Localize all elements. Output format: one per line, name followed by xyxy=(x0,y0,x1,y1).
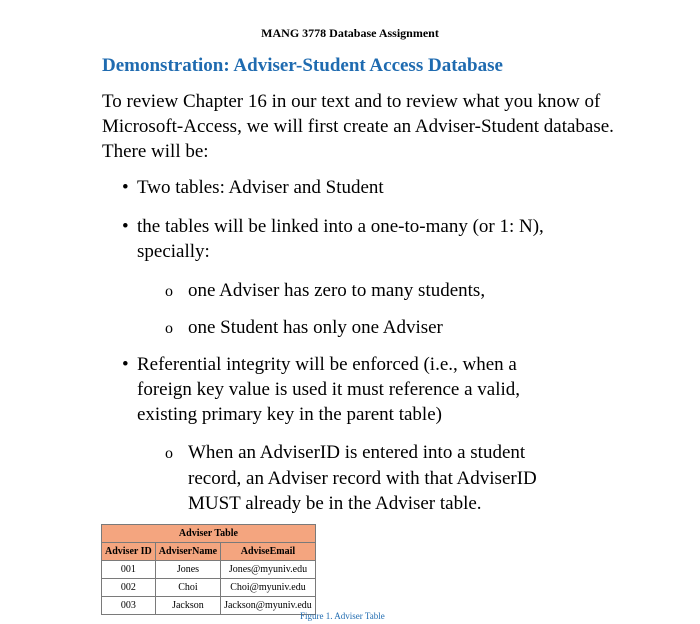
bullet-marker: • xyxy=(122,177,129,198)
table-header-row xyxy=(102,543,316,561)
bullet-item xyxy=(122,214,602,264)
table-cell: Choi@myuniv.edu xyxy=(221,579,316,597)
column-header: AdviseEmail xyxy=(221,543,316,561)
bullet-text: the tables will be linked into a one-to-many (or 1: N), specially: xyxy=(137,216,544,262)
table-cell: 001 xyxy=(102,561,156,579)
table-cell: Jones@myuniv.edu xyxy=(221,561,316,579)
sub-bullet-text: When an AdviserID is entered into a student record, an Adviser record with that AdviserID MUST already be in the Adviser table. xyxy=(188,442,537,514)
bullet-marker: • xyxy=(122,354,129,375)
column-header: Adviser ID xyxy=(102,543,156,561)
bullet-marker: • xyxy=(122,216,129,237)
column-header: AdviserName xyxy=(155,543,220,561)
table-row xyxy=(102,597,316,615)
bullet-item xyxy=(122,175,602,200)
table-cell: Jackson@myuniv.edu xyxy=(221,597,316,615)
table-row xyxy=(102,561,316,579)
table-cell: 003 xyxy=(102,597,156,615)
sub-bullet-marker: o xyxy=(165,320,173,337)
table-row xyxy=(102,579,316,597)
sub-bullet-text: one Student has only one Adviser xyxy=(188,317,443,338)
section-heading: Demonstration: Adviser-Student Access Database xyxy=(102,55,503,76)
table-title-row xyxy=(102,525,316,543)
sub-bullet-item xyxy=(165,315,605,341)
bullet-text: Two tables: Adviser and Student xyxy=(137,177,384,198)
table-cell: Jones xyxy=(155,561,220,579)
sub-bullet-marker: o xyxy=(165,283,173,300)
intro-paragraph: To review Chapter 16 in our text and to review what you know of Microsoft-Access, we will first create an Adviser-Student database. There will be: xyxy=(102,91,614,162)
figure-caption: Figure 1. Adviser Table xyxy=(300,611,385,621)
document-header: MANG 3778 Database Assignment xyxy=(261,26,439,40)
sub-bullet-marker: o xyxy=(165,445,173,462)
table-cell: Jackson xyxy=(155,597,220,615)
table-cell: 002 xyxy=(102,579,156,597)
sub-bullet-item xyxy=(165,278,605,304)
table-title: Adviser Table xyxy=(102,525,316,543)
adviser-table xyxy=(101,524,316,615)
sub-bullet-item xyxy=(165,440,570,516)
bullet-item xyxy=(122,352,567,427)
bullet-text: Referential integrity will be enforced (i.e., when a foreign key value is used it must reference a valid, existing primary key in the parent table) xyxy=(137,354,521,425)
sub-bullet-text: one Adviser has zero to many students, xyxy=(188,280,486,301)
table-cell: Choi xyxy=(155,579,220,597)
